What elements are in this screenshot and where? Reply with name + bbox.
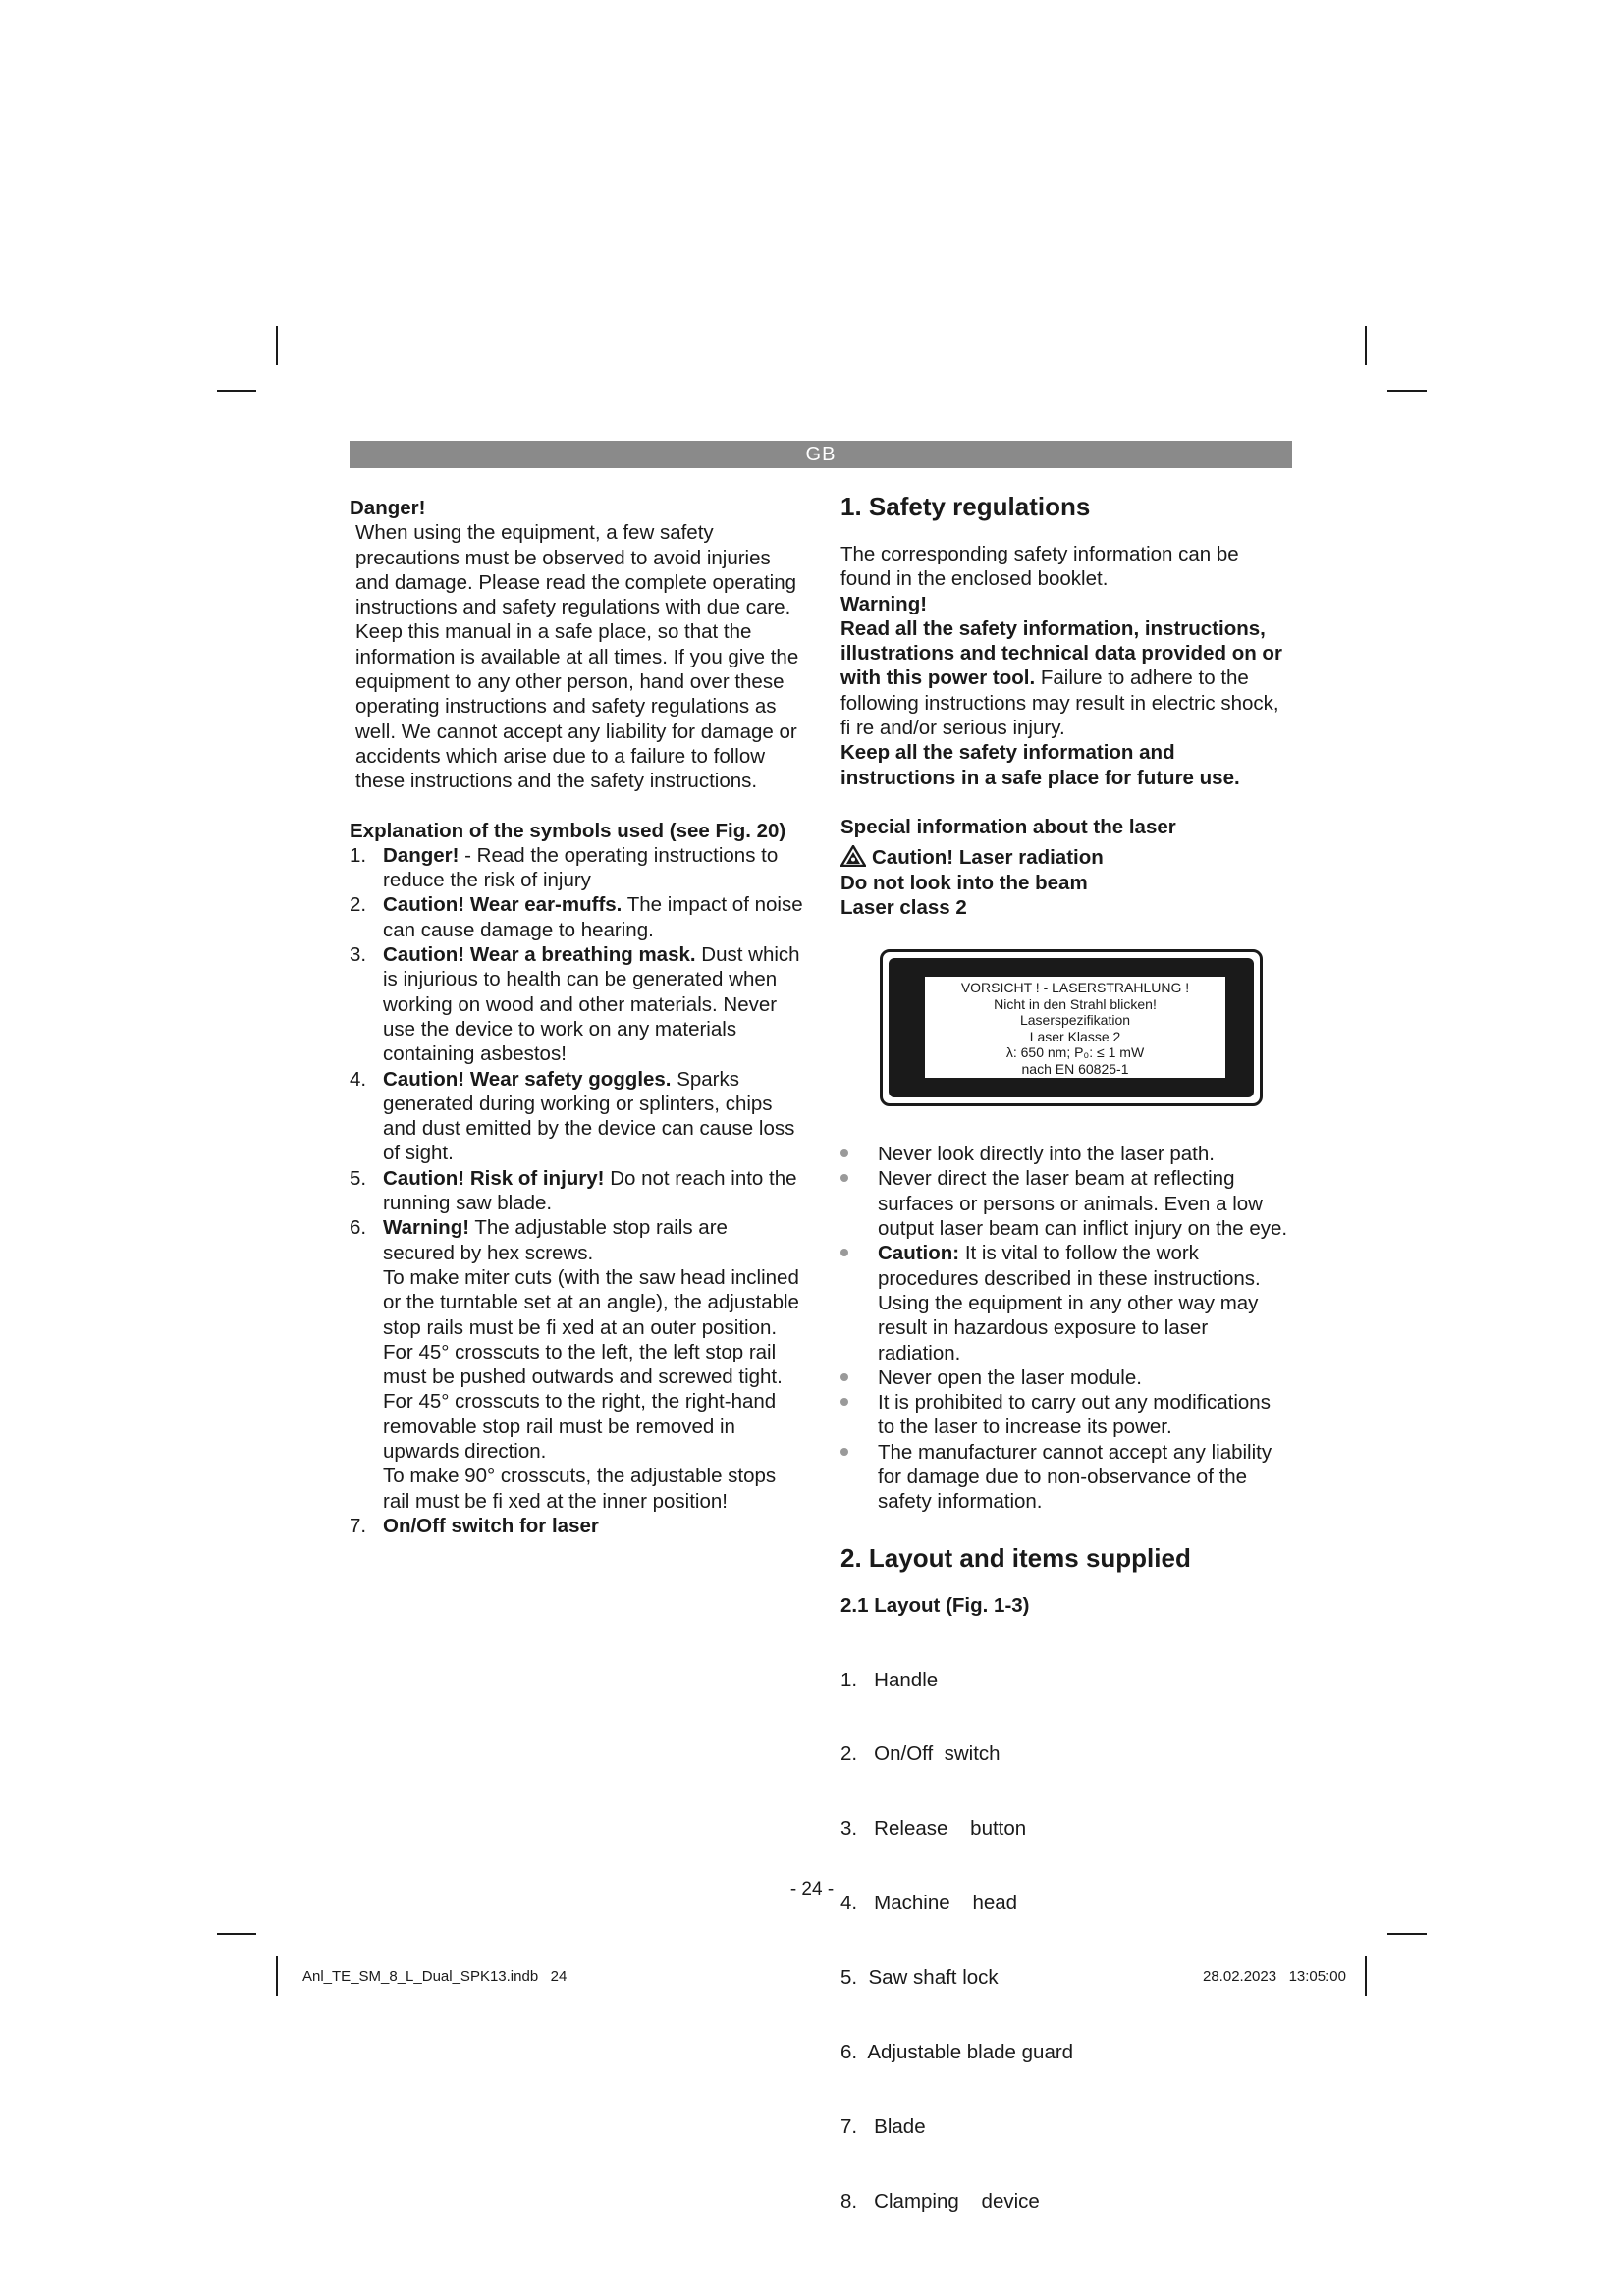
laser-beam-warning: Do not look into the beam xyxy=(840,871,1088,894)
list-item: 3. Caution! Wear a breathing mask. Dust which is injurious to health can be generated when working on wood and other materials. Never use the device to work on any materials containing asbestos! xyxy=(350,943,800,1066)
list-item: 3. Release button xyxy=(840,1817,1027,1841)
laser-title: Special information about the laser xyxy=(840,815,1176,838)
list-item: 8. Clamping device xyxy=(840,2189,1040,2213)
danger-title: Danger! xyxy=(350,497,426,519)
list-item: 7. On/Off switch for laser xyxy=(350,1514,599,1537)
list-item: 2. Caution! Wear ear-muffs. The impact of noise can cause damage to hearing. xyxy=(350,893,803,941)
list-item: 7. Blade xyxy=(840,2114,926,2138)
list-item: 1. Handle xyxy=(840,1668,939,1691)
laser-bullets xyxy=(840,1142,1292,1514)
list-item: Caution: It is vital to follow the work procedures described in these instructions. Using the equipment in any other way may result in hazardous exposure to laser radiation. xyxy=(840,1241,1292,1364)
crop-mark xyxy=(217,1933,256,1935)
warning-paragraph: Read all the safety information, instructions, illustrations and technical data provided on or with this power tool. Failure to adhere to the following instructions may result in electric shock, fi re and/or serious injury. xyxy=(840,616,1282,740)
footer-timestamp: 28.02.2023 13:05:00 xyxy=(1203,1968,1346,1985)
item6-extra: For 45° crosscuts to the right, the right-hand removable stop rail must be removed in upwards direction. xyxy=(383,1390,777,1463)
layout-list xyxy=(840,1618,1292,2264)
list-item: 4. Machine head xyxy=(840,1892,1018,1915)
list-item: Never open the laser module. xyxy=(840,1365,1292,1390)
crop-mark xyxy=(1387,1933,1427,1935)
layout-title: 2.1 Layout (Fig. 1-3) xyxy=(840,1593,1030,1617)
language-header-bar xyxy=(350,441,1292,468)
list-item: 2. On/Off switch xyxy=(840,1742,1001,1766)
list-item: The manufacturer cannot accept any liability for damage due to non-observance of the safety information. xyxy=(840,1440,1292,1515)
crop-mark xyxy=(276,1956,278,1996)
symbols-title: Explanation of the symbols used (see Fig. 20) xyxy=(350,819,786,842)
laser-warning-icon xyxy=(840,845,866,867)
laser-class: Laser class 2 xyxy=(840,895,967,919)
list-item: 6. Warning! The adjustable stop rails are secured by hex screws. To make miter cuts (with the saw head inclined or the turntable set at an angle), the adjustable stop rails must be fi xed at an outer position. For 45° crosscuts to the left, the left stop rail must be pushed outwards and screwed tight. For 45° crosscuts to the right, the right-hand removable stop rail must be removed in upwards direction. To make 90° crosscuts, the adjustable stops rail must be fi xed at the inner position! xyxy=(350,1215,804,1514)
symbols-list xyxy=(350,843,804,1538)
list-item: 1. Danger! - Read the operating instructions to reduce the risk of injury xyxy=(350,843,779,892)
list-item: Never look directly into the laser path. xyxy=(840,1142,1292,1166)
list-item: 5. Caution! Risk of injury! Do not reach into the running saw blade. xyxy=(350,1166,797,1215)
warning-label: Warning! xyxy=(840,592,928,615)
crop-mark xyxy=(1365,326,1367,365)
item6-extra: For 45° crosscuts to the left, the left stop rail must be pushed outwards and screwed tight. xyxy=(383,1340,783,1389)
crop-mark xyxy=(276,326,278,365)
list-item: 6. Adjustable blade guard xyxy=(840,2040,1074,2063)
laser-label-text: VORSICHT ! - LASERSTRAHLUNG ! Nicht in den Strahl blicken! Laserspezifikation Laser Klasse 2 λ: 650 nm; P₀: ≤ 1 mW nach EN 60825-1 xyxy=(925,977,1225,1078)
laser-caution: Caution! Laser radiation xyxy=(840,845,1292,870)
left-column xyxy=(350,496,804,1538)
crop-mark xyxy=(1387,390,1427,392)
list-item: It is prohibited to carry out any modifications to the laser to increase its power. xyxy=(840,1390,1292,1440)
item6-extra: To make 90° crosscuts, the adjustable stops rail must be fi xed at the inner position! xyxy=(383,1465,777,1513)
danger-text: When using the equipment, a few safety precautions must be observed to avoid injuries and damage. Please read the complete operating instructions and safety regulations with due care. Keep this manual in a safe place, so that the information is available at all times. If you give the equipment to any other person, hand over these operating instructions and safety regulations as well. We cannot accept any liability for damage or accidents which arise due to a failure to follow these instructions and the safety instructions. xyxy=(355,521,799,793)
laser-warning-label xyxy=(880,949,1263,1106)
keep-instructions: Keep all the safety information and instructions in a safe place for future use. xyxy=(840,741,1240,789)
safety-intro: The corresponding safety information can be found in the enclosed booklet. xyxy=(840,543,1239,591)
footer-file: Anl_TE_SM_8_L_Dual_SPK13.indb 24 xyxy=(302,1968,568,1985)
language-label: GB xyxy=(805,444,837,465)
crop-mark xyxy=(217,390,256,392)
list-item: 5. Saw shaft lock xyxy=(840,1966,999,1990)
section1-title: 1. Safety regulations xyxy=(840,492,1091,521)
right-column xyxy=(840,491,1292,2264)
list-item: 4. Caution! Wear safety goggles. Sparks generated during working or splinters, chips and dust emitted by the device can cause loss of sight. xyxy=(350,1067,795,1165)
item6-extra: To make miter cuts (with the saw head inclined or the turntable set at an angle), the adjustable stop rails must be fi xed at an outer position. xyxy=(383,1265,799,1339)
crop-mark xyxy=(1365,1956,1367,1996)
page-number: - 24 - xyxy=(789,1879,835,1899)
list-item: Never direct the laser beam at reflecting surfaces or persons or animals. Even a low output laser beam can inflict injury on the eye. xyxy=(840,1166,1292,1241)
section2-title: 2. Layout and items supplied xyxy=(840,1542,1191,1573)
